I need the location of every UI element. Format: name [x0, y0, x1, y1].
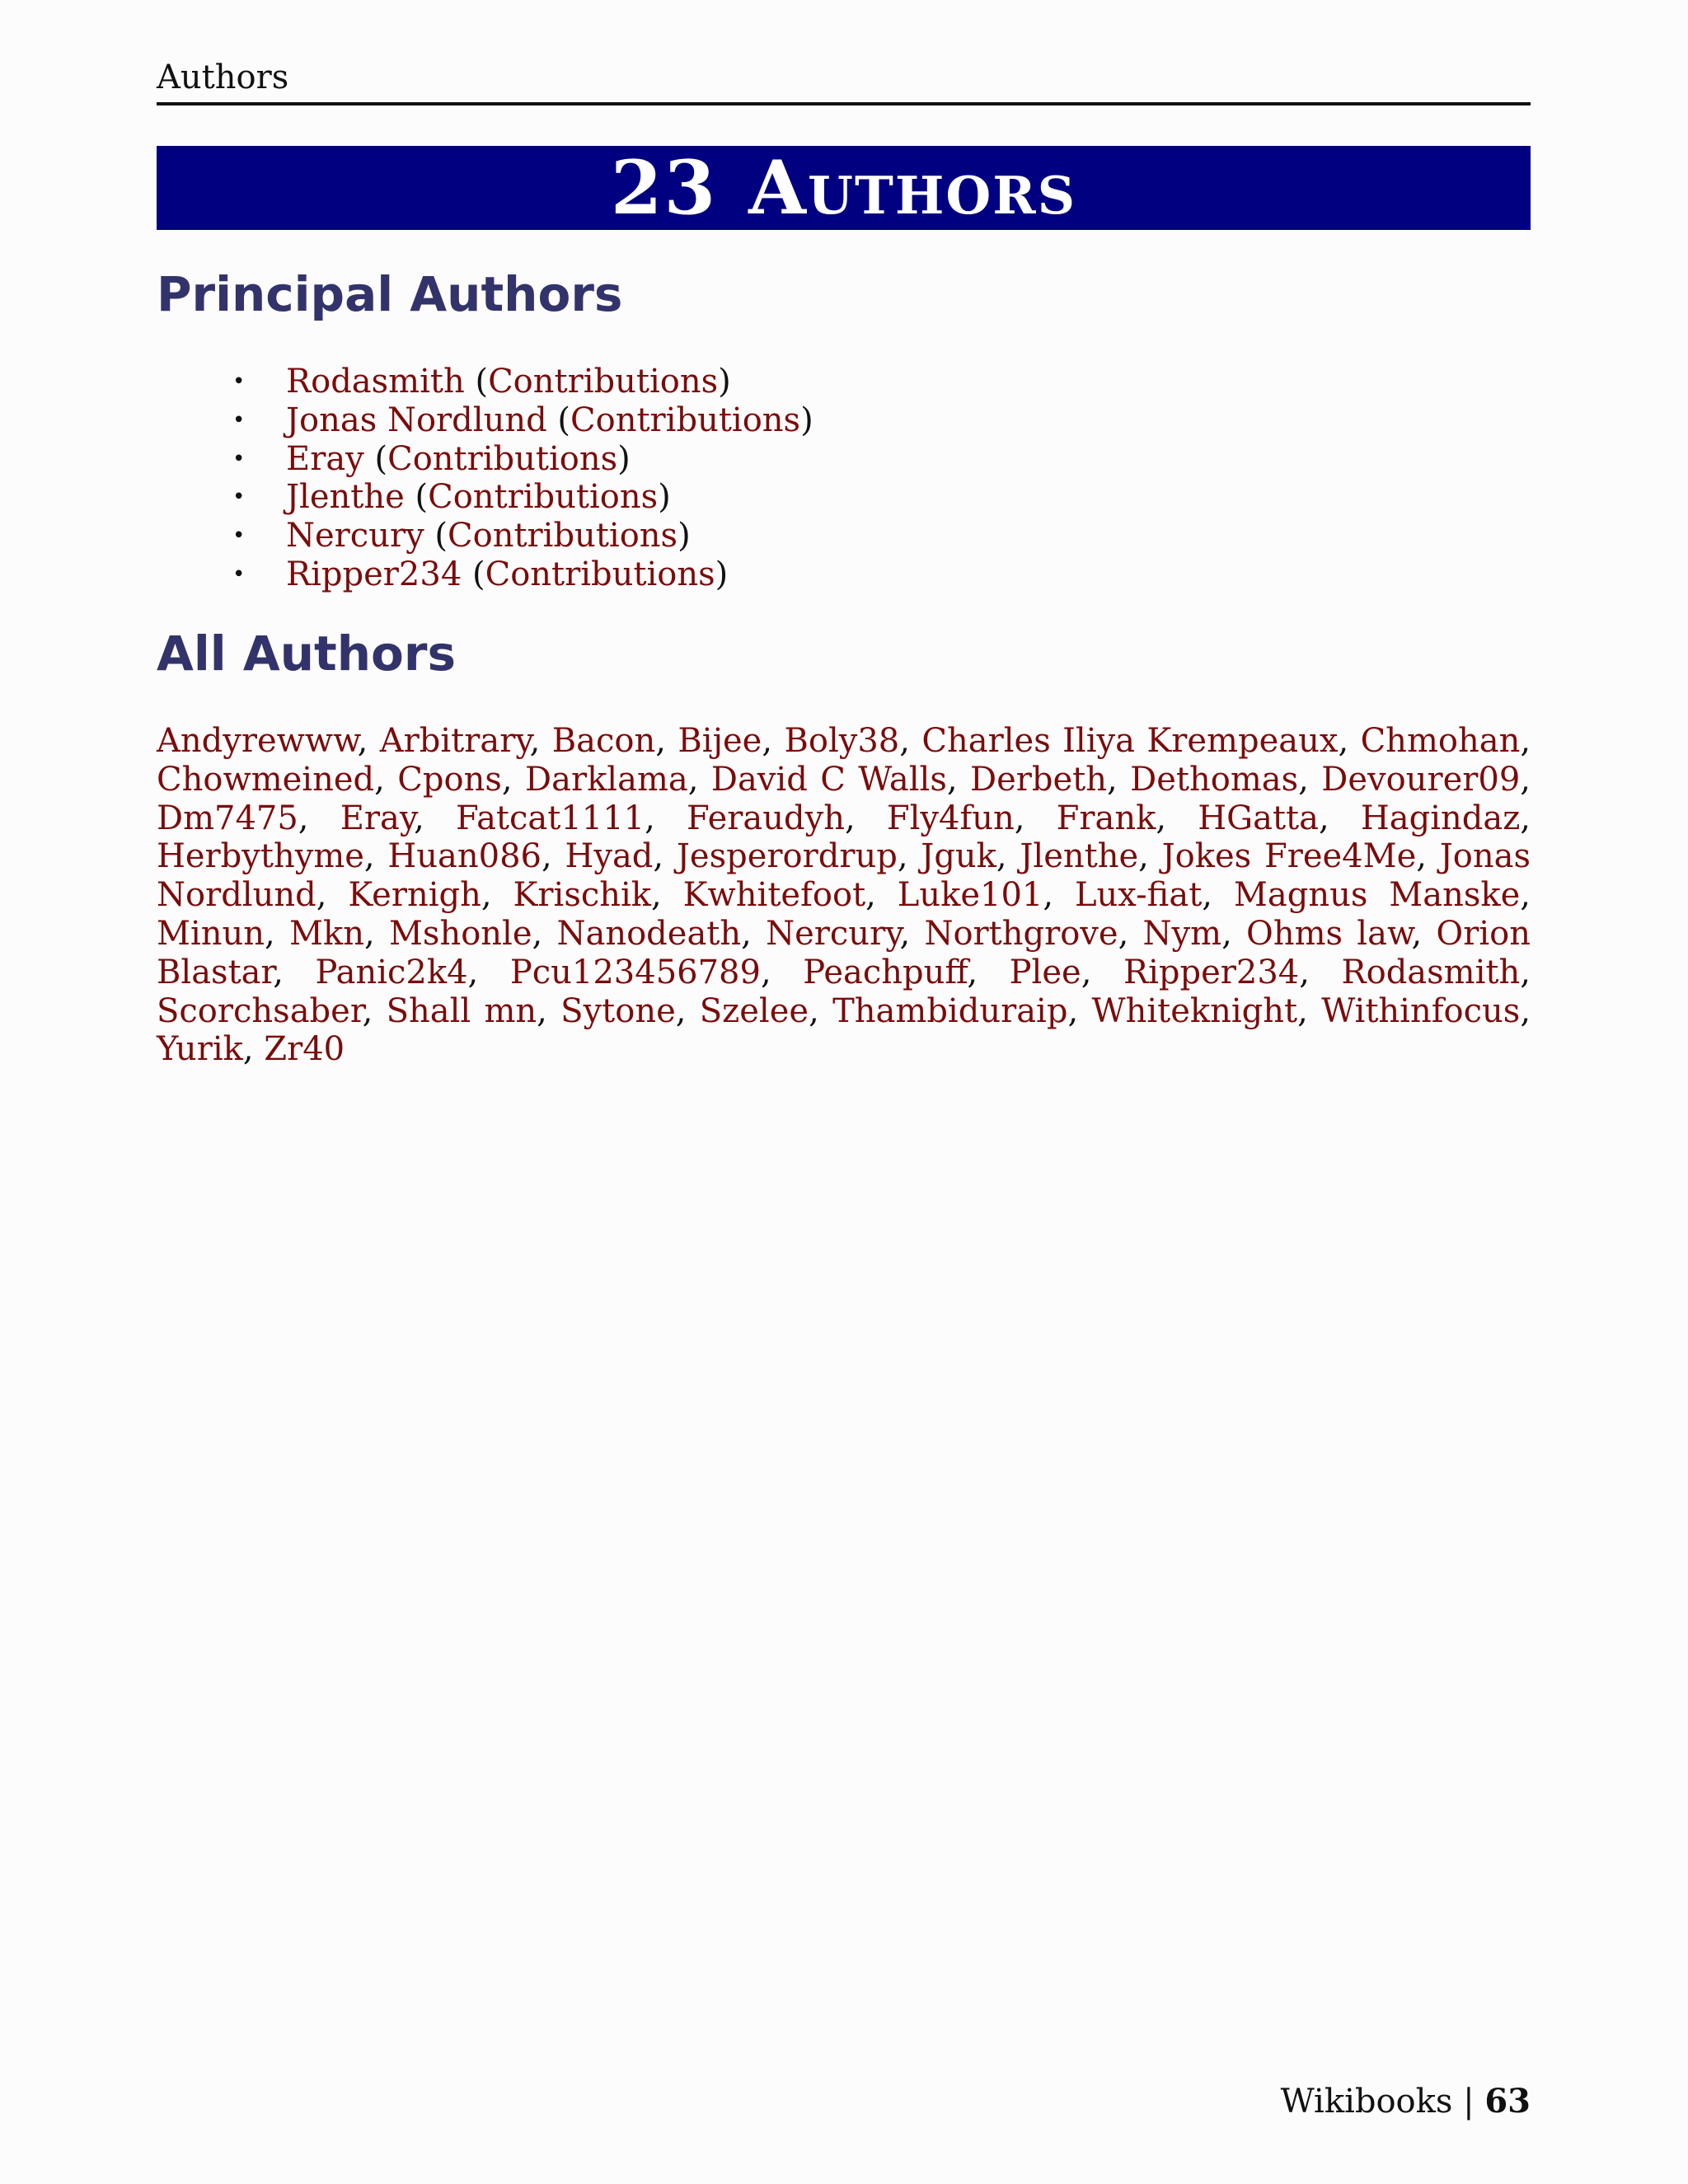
author-link[interactable]: Chmohan [1360, 722, 1521, 760]
chapter-title [610, 144, 1077, 232]
author-link[interactable]: Huan086 [387, 837, 542, 876]
author-link[interactable]: Jonas Nordlund [157, 837, 1531, 915]
author-link[interactable]: Fatcat1111 [456, 799, 645, 837]
author-link[interactable]: Nym [1142, 914, 1222, 953]
contributions-link[interactable]: Contributions [448, 517, 678, 555]
principal-authors-list [157, 363, 814, 594]
author-link[interactable]: Andyrewww [157, 722, 358, 760]
list-item [157, 517, 814, 555]
author-link[interactable]: Arbitrary [379, 722, 530, 760]
author-link[interactable]: Yurik [157, 1030, 243, 1069]
list-item [157, 363, 814, 401]
bullet-icon: • [232, 369, 246, 394]
author-link[interactable]: Ripper234 [286, 555, 462, 593]
author-link[interactable]: Jlenthe [1020, 837, 1139, 876]
author-link[interactable]: Szelee [699, 991, 809, 1030]
author-link[interactable]: Jonas Nordlund [286, 401, 547, 439]
author-link[interactable]: Bacon [551, 722, 656, 760]
running-header: Authors [157, 59, 289, 96]
author-link[interactable]: Plee [1009, 953, 1081, 991]
bullet-icon: • [232, 407, 246, 433]
bullet-icon: • [232, 446, 246, 471]
author-link[interactable]: Chowmeined [157, 760, 375, 799]
all-authors-list: Andyrewww, Arbitrary, Bacon, Bijee, Boly38, Charles Iliya Krempeaux, Chmohan, Chowmeined, Cpons, Darklama, David C Walls, Derbeth, Dethomas, Devourer09, Dm7475, Eray, Fatcat1111, Feraudyh, Fly4fun, Frank, HGatta, Hagindaz, Herbythyme, Huan086, Hyad, Jesperordrup, Jguk, Jlenthe, Jokes Free4Me, Jonas Nordlund, Kernigh, Krischik, Kwhitefoot, Luke101, Lux-fiat, Magnus Manske, Minun, Mkn, Mshonle, Nanodeath, Nercury, Northgrove, Nym, Ohms law, Orion Blastar, Panic2k4, Pcu123456789, Peachpuff, Plee, Ripper234, Rodasmith, Scorchsaber, Shall mn, Sytone, Szelee, Thambiduraip, Whiteknight, Withinfocus, Yurik, Zr40 [157, 722, 1531, 1069]
author-link[interactable]: Rodasmith [286, 363, 465, 401]
list-item [157, 440, 814, 479]
header-rule [157, 102, 1531, 105]
author-link[interactable]: Jesperordrup [676, 837, 898, 876]
author-link[interactable]: Ripper234 [1123, 953, 1300, 991]
author-link[interactable]: HGatta [1198, 799, 1319, 837]
paren-close: ) [678, 517, 691, 555]
chapter-name: Authors [748, 144, 1077, 232]
contributions-link[interactable]: Contributions [570, 401, 801, 439]
author-link[interactable]: Kernigh [348, 876, 481, 915]
contributions-link[interactable]: Contributions [387, 439, 618, 478]
author-link[interactable]: Pcu123456789 [509, 953, 761, 991]
author-link[interactable]: Boly38 [784, 722, 900, 760]
author-link[interactable]: Charles Iliya Krempeaux [921, 722, 1339, 760]
paren-open: ( [462, 555, 485, 593]
author-link[interactable]: Panic2k4 [315, 953, 468, 991]
chapter-number: 23 [610, 144, 718, 232]
author-link[interactable]: Hagindaz [1360, 799, 1521, 837]
list-item [157, 401, 814, 440]
paren-close: ) [658, 478, 671, 517]
page [157, 0, 1531, 2184]
bullet-icon: • [232, 485, 246, 510]
paren-close: ) [718, 363, 731, 401]
contributions-link[interactable]: Contributions [488, 363, 719, 401]
contributions-link[interactable]: Contributions [428, 478, 659, 517]
author-link[interactable]: Nanodeath [556, 914, 742, 953]
paren-close: ) [800, 401, 814, 439]
principal-authors-heading: Principal Authors [157, 266, 623, 322]
author-link[interactable]: Withinfocus [1321, 991, 1521, 1030]
author-link[interactable]: Nercury [286, 517, 424, 555]
all-authors-heading: All Authors [157, 626, 457, 682]
author-link[interactable]: Peachpuff [803, 953, 968, 991]
author-link[interactable]: Cpons [397, 760, 502, 799]
author-link[interactable]: Sytone [560, 991, 676, 1030]
author-link[interactable]: Scorchsaber [157, 991, 363, 1030]
page-footer [1281, 2082, 1531, 2121]
paren-open: ( [404, 478, 429, 517]
paren-open: ( [424, 517, 448, 555]
author-link[interactable]: Eray [340, 799, 415, 837]
list-item [157, 555, 814, 594]
author-link[interactable]: Shall mn [386, 991, 537, 1030]
author-link[interactable]: Krischik [513, 876, 652, 915]
author-link[interactable]: Jguk [921, 837, 996, 876]
author-link[interactable]: Herbythyme [157, 837, 364, 876]
author-link[interactable]: Derbeth [970, 760, 1108, 799]
author-link[interactable]: Thambiduraip [832, 991, 1068, 1030]
bullet-icon: • [232, 523, 246, 549]
bullet-icon: • [232, 561, 246, 587]
author-link[interactable]: Lux-fiat [1074, 876, 1203, 915]
author-link[interactable]: Jlenthe [286, 478, 405, 517]
author-link[interactable]: Frank [1056, 799, 1156, 837]
author-link[interactable]: Darklama [525, 760, 688, 799]
footer-site: Wikibooks [1280, 2083, 1453, 2121]
author-link[interactable]: Zr40 [264, 1030, 345, 1069]
author-link[interactable]: David C Walls [710, 760, 947, 799]
paren-close: ) [715, 555, 729, 593]
author-link[interactable]: Dethomas [1130, 760, 1299, 799]
author-link[interactable]: Whiteknight [1091, 991, 1298, 1030]
author-link[interactable]: Fly4fun [886, 799, 1015, 837]
paren-open: ( [464, 363, 489, 401]
author-link[interactable]: Orion Blastar [157, 914, 1531, 991]
chapter-title-bar [157, 146, 1531, 230]
author-link[interactable]: Eray [286, 439, 364, 478]
author-link[interactable]: Northgrove [924, 914, 1118, 953]
author-link[interactable]: Mkn [289, 914, 364, 953]
author-link[interactable]: Ohms law [1246, 914, 1412, 953]
author-link[interactable]: Rodasmith [1341, 953, 1521, 991]
author-link[interactable]: Minun [157, 914, 265, 953]
contributions-link[interactable]: Contributions [485, 555, 715, 593]
author-link[interactable]: Mshonle [388, 914, 532, 953]
author-link[interactable]: Magnus Manske [1233, 876, 1521, 915]
author-link[interactable]: Dm7475 [157, 799, 298, 837]
footer-separator: | [1463, 2083, 1475, 2121]
page-number: 63 [1484, 2082, 1531, 2121]
list-item [157, 478, 814, 517]
author-link[interactable]: Jokes Free4Me [1161, 837, 1417, 876]
author-link[interactable]: Luke101 [897, 876, 1043, 915]
paren-open: ( [546, 401, 571, 439]
author-link[interactable]: Bijee [678, 722, 762, 760]
author-link[interactable]: Kwhitefoot [682, 876, 866, 915]
paren-close: ) [617, 439, 631, 478]
author-link[interactable]: Devourer09 [1321, 760, 1521, 799]
paren-open: ( [363, 439, 388, 478]
author-link[interactable]: Hyad [565, 837, 654, 876]
author-link[interactable]: Feraudyh [687, 799, 845, 837]
author-link[interactable]: Nercury [766, 914, 900, 953]
